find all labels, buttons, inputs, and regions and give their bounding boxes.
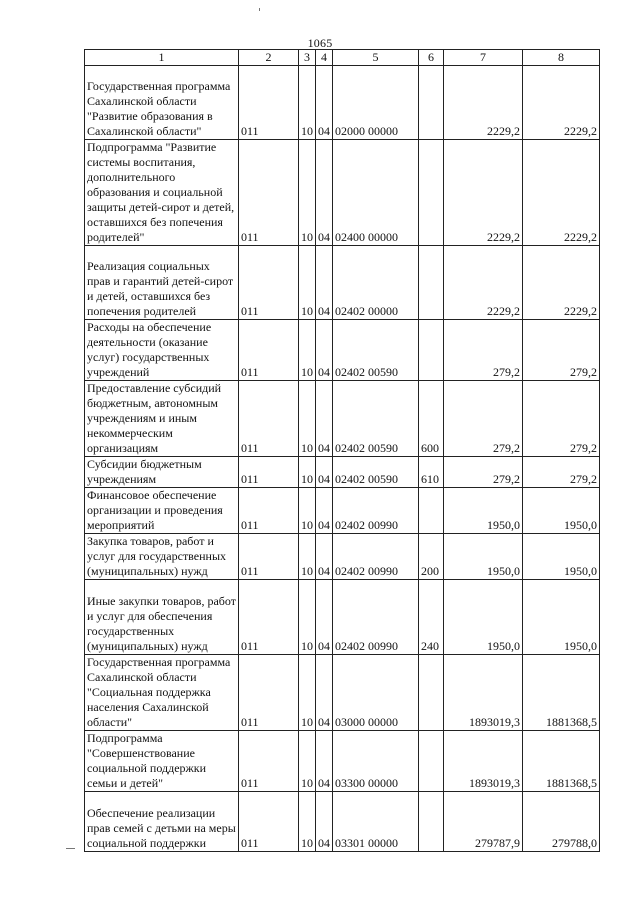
expense-type-cell: 200 — [419, 534, 444, 580]
amount-year2-cell: 279,2 — [523, 457, 600, 488]
amount-year2-cell: 1881368,5 — [523, 731, 600, 792]
table-body — [85, 66, 600, 852]
subsection-code-cell: 04 — [316, 488, 333, 534]
section-code-cell: 10 — [299, 457, 316, 488]
target-article-cell: 02400 00000 — [333, 140, 419, 246]
amount-year1-cell: 279787,9 — [444, 792, 523, 852]
amount-year2-cell: 1950,0 — [523, 534, 600, 580]
header-cell-2: 2 — [239, 50, 299, 66]
section-code-cell: 10 — [299, 655, 316, 731]
table-row — [85, 655, 600, 731]
table-row — [85, 457, 600, 488]
chapter-code-cell: 011 — [239, 320, 299, 381]
subsection-code-cell: 04 — [316, 140, 333, 246]
expense-type-cell — [419, 655, 444, 731]
header-cell-1: 1 — [85, 50, 239, 66]
subsection-code-cell: 04 — [316, 66, 333, 140]
name-cell: Субсидии бюджетным учреждениям — [85, 457, 239, 488]
target-article-cell: 03301 00000 — [333, 792, 419, 852]
table-row — [85, 381, 600, 457]
expense-type-cell — [419, 246, 444, 320]
table-row — [85, 534, 600, 580]
name-cell: Государственная программа Сахалинской области "Социальная поддержка населения Сахалинской области" — [85, 655, 239, 731]
scan-mark — [66, 848, 75, 849]
amount-year2-cell: 279,2 — [523, 381, 600, 457]
subsection-code-cell: 04 — [316, 246, 333, 320]
amount-year2-cell: 1881368,5 — [523, 655, 600, 731]
chapter-code-cell: 011 — [239, 655, 299, 731]
amount-year1-cell: 1950,0 — [444, 488, 523, 534]
amount-year1-cell: 1950,0 — [444, 534, 523, 580]
header-cell-5: 5 — [333, 50, 419, 66]
budget-table — [84, 49, 600, 852]
scan-mark — [259, 8, 260, 11]
expense-type-cell: 240 — [419, 580, 444, 655]
subsection-code-cell: 04 — [316, 457, 333, 488]
expense-type-cell — [419, 320, 444, 381]
amount-year1-cell: 2229,2 — [444, 140, 523, 246]
table-row — [85, 140, 600, 246]
header-cell-3: 3 — [299, 50, 316, 66]
expense-type-cell — [419, 792, 444, 852]
target-article-cell: 02000 00000 — [333, 66, 419, 140]
section-code-cell: 10 — [299, 534, 316, 580]
chapter-code-cell: 011 — [239, 66, 299, 140]
header-row — [85, 50, 600, 66]
name-cell: Расходы на обеспечение деятельности (оказание услуг) государственных учреждений — [85, 320, 239, 381]
table-row — [85, 320, 600, 381]
amount-year1-cell: 279,2 — [444, 381, 523, 457]
amount-year1-cell: 1950,0 — [444, 580, 523, 655]
table-row — [85, 66, 600, 140]
target-article-cell: 02402 00590 — [333, 320, 419, 381]
amount-year1-cell: 1893019,3 — [444, 731, 523, 792]
subsection-code-cell: 04 — [316, 320, 333, 381]
section-code-cell: 10 — [299, 580, 316, 655]
section-code-cell: 10 — [299, 246, 316, 320]
target-article-cell: 02402 00590 — [333, 457, 419, 488]
chapter-code-cell: 011 — [239, 534, 299, 580]
name-cell: Подпрограмма "Совершенствование социальной поддержки семьи и детей" — [85, 731, 239, 792]
amount-year1-cell: 2229,2 — [444, 246, 523, 320]
chapter-code-cell: 011 — [239, 792, 299, 852]
table-row — [85, 580, 600, 655]
table-row — [85, 792, 600, 852]
section-code-cell: 10 — [299, 731, 316, 792]
chapter-code-cell: 011 — [239, 140, 299, 246]
chapter-code-cell: 011 — [239, 731, 299, 792]
name-cell: Закупка товаров, работ и услуг для государственных (муниципальных) нужд — [85, 534, 239, 580]
subsection-code-cell: 04 — [316, 731, 333, 792]
target-article-cell: 02402 00990 — [333, 534, 419, 580]
section-code-cell: 10 — [299, 320, 316, 381]
subsection-code-cell: 04 — [316, 534, 333, 580]
amount-year2-cell: 1950,0 — [523, 580, 600, 655]
expense-type-cell: 600 — [419, 381, 444, 457]
header-cell-7: 7 — [444, 50, 523, 66]
header-cell-4: 4 — [316, 50, 333, 66]
chapter-code-cell: 011 — [239, 488, 299, 534]
amount-year2-cell: 279,2 — [523, 320, 600, 381]
expense-type-cell — [419, 731, 444, 792]
subsection-code-cell: 04 — [316, 381, 333, 457]
expense-type-cell — [419, 140, 444, 246]
name-cell: Подпрограмма "Развитие системы воспитания, дополнительного образования и социальной защиты детей-сирот и детей, оставшихся без попечения родителей" — [85, 140, 239, 246]
expense-type-cell — [419, 488, 444, 534]
section-code-cell: 10 — [299, 140, 316, 246]
name-cell: Финансовое обеспечение организации и проведения мероприятий — [85, 488, 239, 534]
table-row — [85, 731, 600, 792]
expense-type-cell: 610 — [419, 457, 444, 488]
target-article-cell: 03300 00000 — [333, 731, 419, 792]
target-article-cell: 02402 00990 — [333, 580, 419, 655]
amount-year2-cell: 279788,0 — [523, 792, 600, 852]
expense-type-cell — [419, 66, 444, 140]
target-article-cell: 02402 00000 — [333, 246, 419, 320]
amount-year1-cell: 279,2 — [444, 457, 523, 488]
subsection-code-cell: 04 — [316, 580, 333, 655]
target-article-cell: 02402 00990 — [333, 488, 419, 534]
name-cell: Обеспечение реализации прав семей с детьми на меры социальной поддержки — [85, 792, 239, 852]
subsection-code-cell: 04 — [316, 792, 333, 852]
amount-year2-cell: 1950,0 — [523, 488, 600, 534]
amount-year1-cell: 2229,2 — [444, 66, 523, 140]
header-cell-8: 8 — [523, 50, 600, 66]
section-code-cell: 10 — [299, 381, 316, 457]
chapter-code-cell: 011 — [239, 381, 299, 457]
amount-year1-cell: 279,2 — [444, 320, 523, 381]
chapter-code-cell: 011 — [239, 246, 299, 320]
header-cell-6: 6 — [419, 50, 444, 66]
table-row — [85, 488, 600, 534]
name-cell: Государственная программа Сахалинской области "Развитие образования в Сахалинской области" — [85, 66, 239, 140]
page-number: 1065 — [307, 36, 333, 50]
section-code-cell: 10 — [299, 488, 316, 534]
chapter-code-cell: 011 — [239, 457, 299, 488]
amount-year2-cell: 2229,2 — [523, 246, 600, 320]
section-code-cell: 10 — [299, 792, 316, 852]
amount-year1-cell: 1893019,3 — [444, 655, 523, 731]
section-code-cell: 10 — [299, 66, 316, 140]
target-article-cell: 02402 00590 — [333, 381, 419, 457]
chapter-code-cell: 011 — [239, 580, 299, 655]
name-cell: Реализация социальных прав и гарантий детей-сирот и детей, оставшихся без попечения родителей — [85, 246, 239, 320]
amount-year2-cell: 2229,2 — [523, 140, 600, 246]
name-cell: Иные закупки товаров, работ и услуг для обеспечения государственных (муниципальных) нужд — [85, 580, 239, 655]
name-cell: Предоставление субсидий бюджетным, автономным учреждениям и иным некоммерческим организациям — [85, 381, 239, 457]
table-row — [85, 246, 600, 320]
target-article-cell: 03000 00000 — [333, 655, 419, 731]
subsection-code-cell: 04 — [316, 655, 333, 731]
amount-year2-cell: 2229,2 — [523, 66, 600, 140]
